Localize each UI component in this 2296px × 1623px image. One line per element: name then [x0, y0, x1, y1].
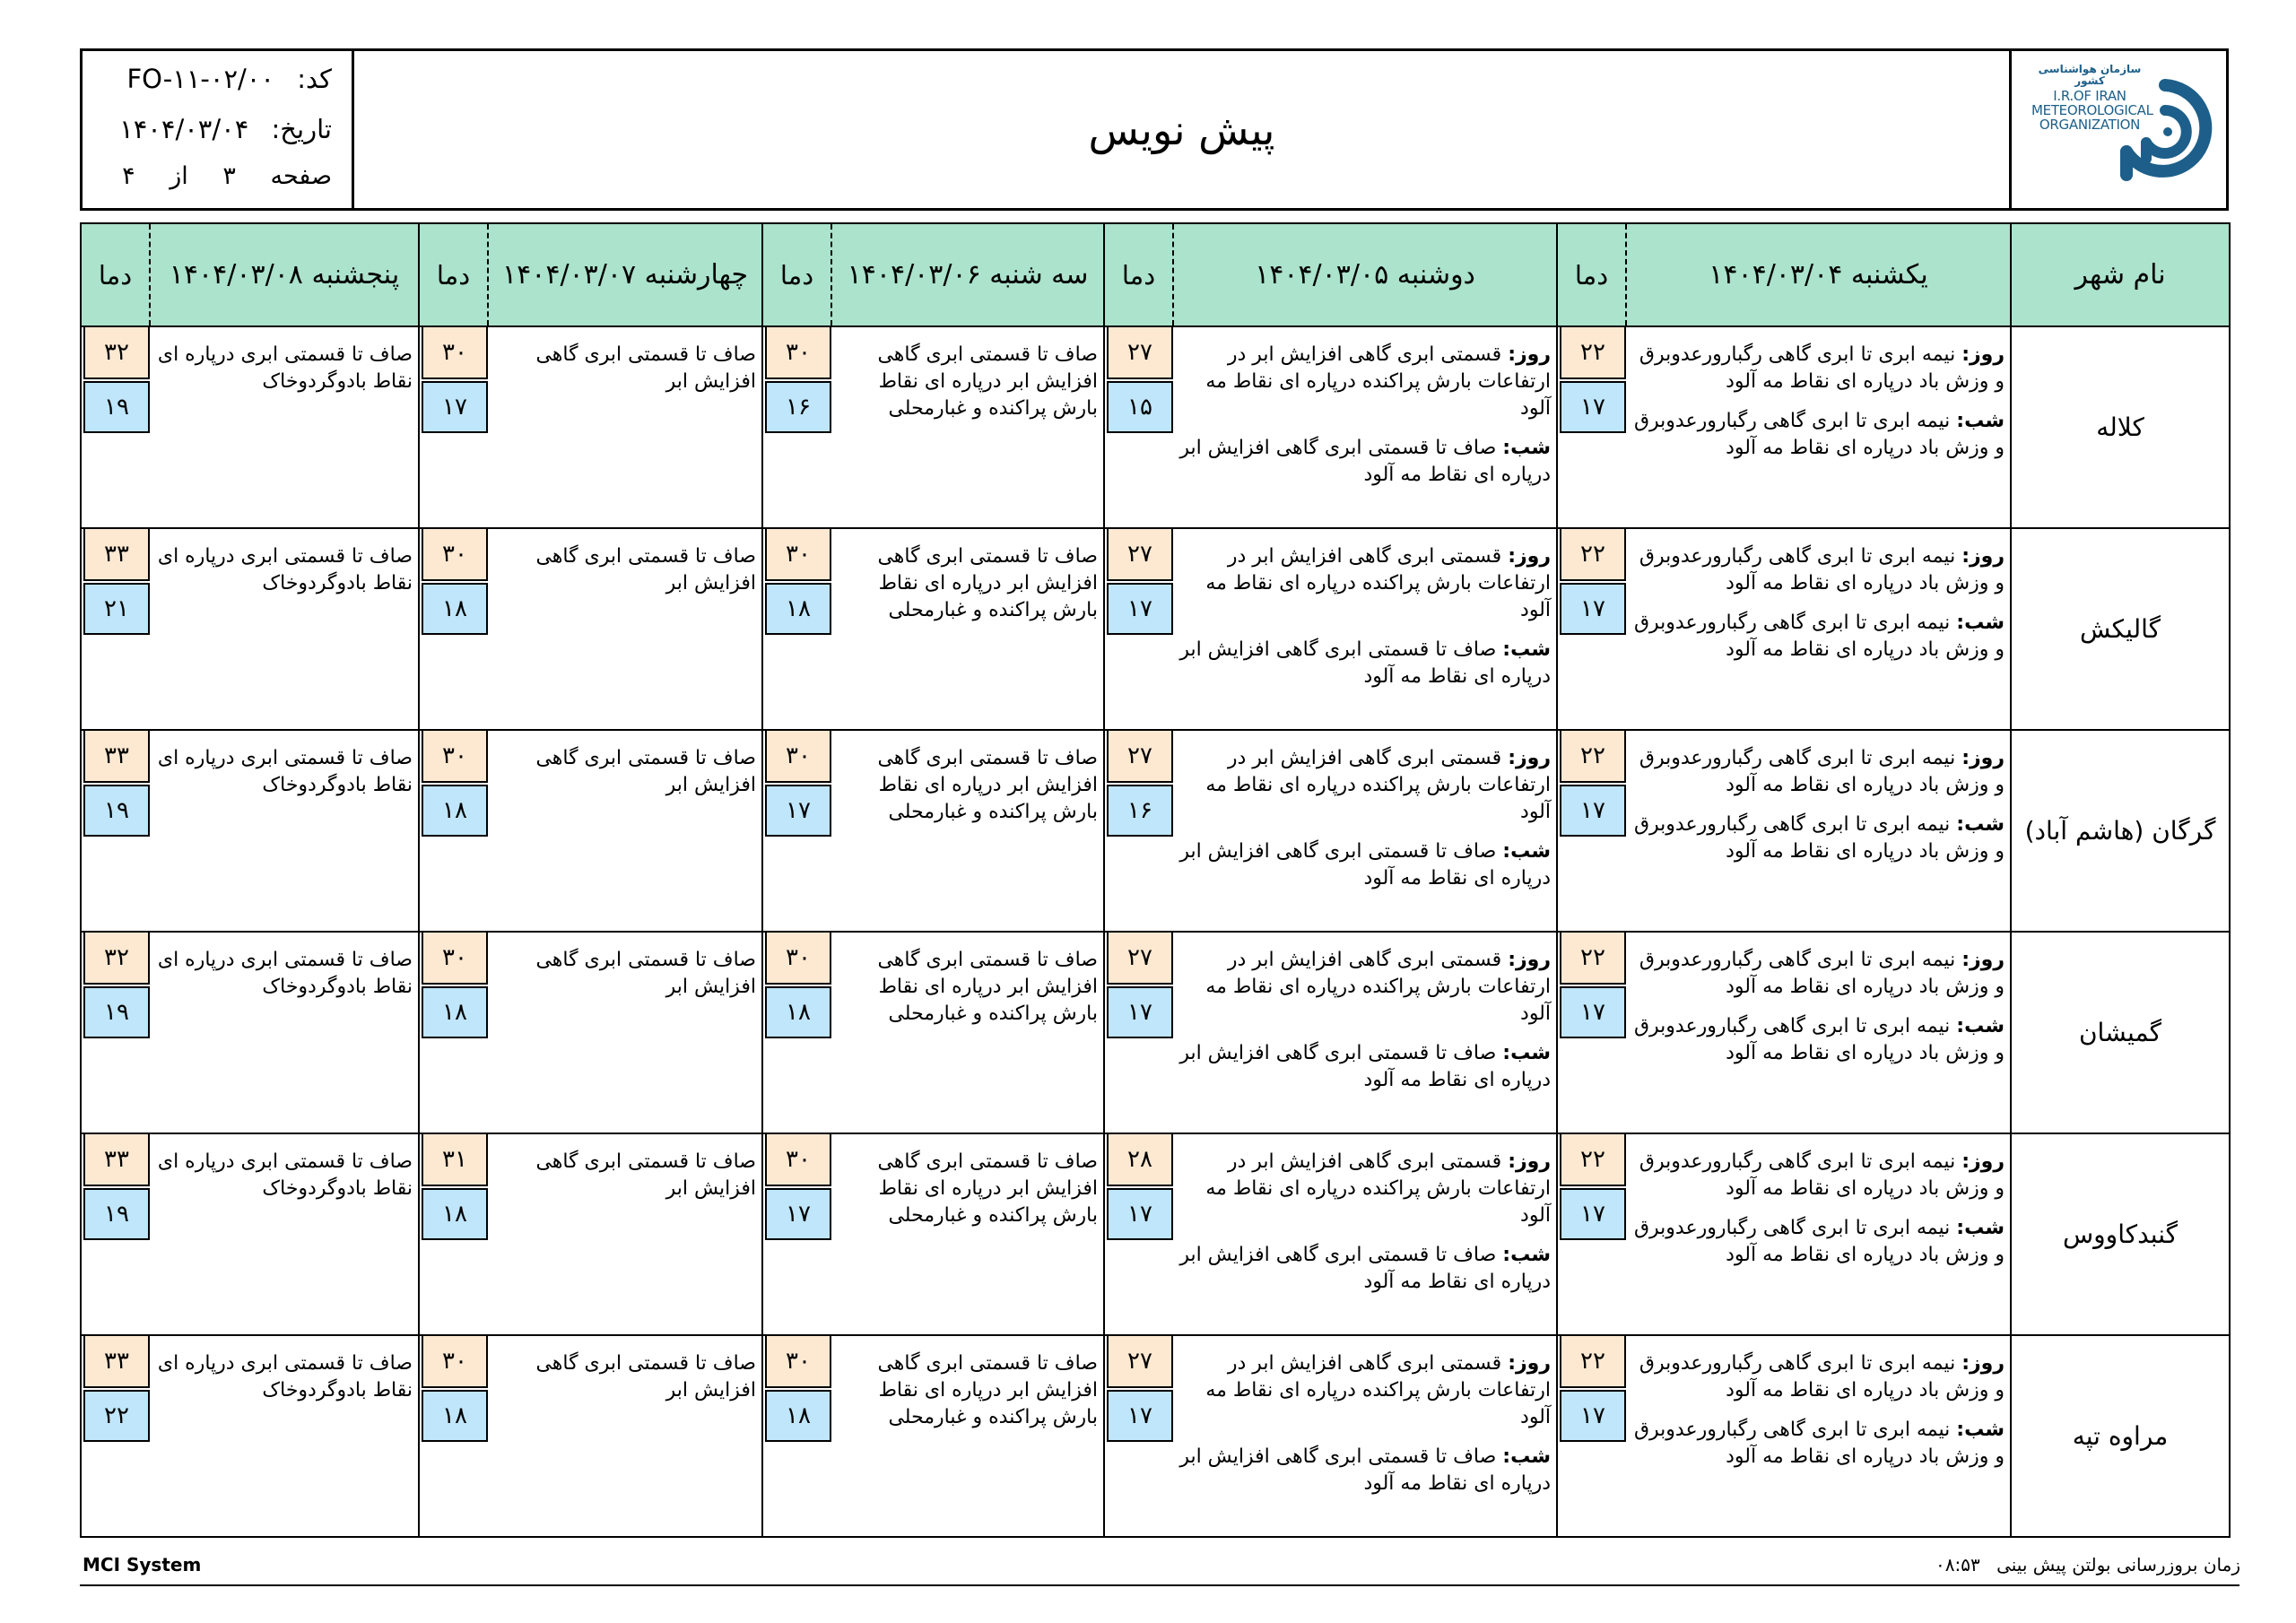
day-forecast — [1178, 1350, 1551, 1431]
temperature-cell — [762, 528, 831, 730]
day-prefix: روز: — [1508, 747, 1551, 769]
night-forecast — [1631, 1417, 2005, 1471]
forecast-description — [1626, 1335, 2011, 1537]
city-name: گالیکش — [2011, 528, 2230, 730]
max-temperature: ۲۷ — [1107, 529, 1173, 581]
forecast-text: صاف تا قسمتی ابری گاهی افزایش ابر — [535, 747, 756, 796]
night-text: نیمه ابری تا ابری گاهی رگبارورعدوبرق و وزش باد درپاره ای نقاط مه آلود — [1633, 1217, 2005, 1266]
day-forecast — [1631, 342, 2005, 395]
forecast-text: صاف تا قسمتی ابری گاهی افزایش ابر درپاره ای نقاط بارش پراکنده و غبارمحلی — [877, 949, 1098, 1025]
forecast-description — [488, 730, 762, 932]
date-label: تاریخ: — [271, 114, 332, 144]
day-column-header: چهارشنبه ۱۴۰۴/۰۳/۰۷ — [488, 223, 762, 326]
day-forecast — [1178, 1149, 1551, 1229]
min-temperature: ۱۶ — [1107, 785, 1173, 837]
max-temperature: ۲۷ — [1107, 327, 1173, 379]
forecast-description — [150, 528, 419, 730]
temperature-cell — [762, 1133, 831, 1335]
night-forecast — [1631, 610, 2005, 664]
temperature-cell — [1104, 326, 1173, 528]
temperature-cell — [419, 1133, 488, 1335]
day-forecast — [1178, 745, 1551, 826]
min-temperature: ۱۸ — [765, 986, 831, 1038]
day-text: قسمتی ابری گاهی افزایش ابر در ارتفاعات بارش پراکنده درپاره ای نقاط مه آلود — [1205, 545, 1551, 621]
table-row — [81, 1133, 2230, 1335]
min-temperature: ۱۸ — [765, 583, 831, 635]
day-forecast — [1631, 947, 2005, 1001]
min-temperature: ۱۷ — [1107, 1390, 1173, 1442]
code-value: FO-۱۱-۰۲/۰۰ — [126, 64, 274, 94]
forecast-description — [488, 1335, 762, 1537]
forecast-text: صاف تا قسمتی ابری گاهی افزایش ابر درپاره ای نقاط بارش پراکنده و غبارمحلی — [877, 747, 1098, 823]
page-row — [122, 162, 332, 190]
night-forecast — [1178, 637, 1551, 690]
day-text: نیمه ابری تا ابری گاهی رگبارورعدوبرق و وزش باد درپاره ای نقاط مه آلود — [1639, 949, 2005, 998]
temperature-cell — [81, 932, 150, 1133]
temperature-cell — [419, 932, 488, 1133]
day-prefix: روز: — [1508, 545, 1551, 568]
forecast-description — [1626, 1133, 2011, 1335]
page-of: از — [170, 162, 188, 190]
min-temperature: ۱۵ — [1107, 381, 1173, 433]
max-temperature: ۳۰ — [765, 1134, 831, 1186]
forecast-text: صاف تا قسمتی ابری گاهی افزایش ابر درپاره ای نقاط بارش پراکنده و غبارمحلی — [877, 545, 1098, 621]
night-text: نیمه ابری تا ابری گاهی رگبارورعدوبرق و وزش باد درپاره ای نقاط مه آلود — [1633, 1015, 2005, 1064]
forecast-description — [1626, 730, 2011, 932]
temperature-cell — [762, 932, 831, 1133]
code-row — [126, 64, 332, 94]
max-temperature: ۳۰ — [422, 933, 488, 985]
max-temperature: ۳۳ — [83, 1134, 150, 1186]
forecast-text: صاف تا قسمتی ابری درپاره ای نقاط بادوگردوخاک — [157, 1150, 413, 1200]
min-temperature: ۱۹ — [83, 785, 150, 837]
forecast-description — [1626, 326, 2011, 528]
forecast-description — [1173, 326, 1557, 528]
forecast-description — [488, 932, 762, 1133]
day-prefix: روز: — [1961, 343, 2005, 366]
day-prefix: روز: — [1961, 747, 2005, 769]
min-temperature: ۱۷ — [1560, 1390, 1626, 1442]
day-text: قسمتی ابری گاهی افزایش ابر در ارتفاعات بارش پراکنده درپاره ای نقاط مه آلود — [1205, 343, 1551, 420]
code-label: کد: — [297, 64, 332, 94]
day-prefix: روز: — [1961, 1352, 2005, 1375]
max-temperature: ۲۲ — [1560, 327, 1626, 379]
day-text: نیمه ابری تا ابری گاهی رگبارورعدوبرق و وزش باد درپاره ای نقاط مه آلود — [1639, 343, 2005, 393]
night-prefix: شب: — [1956, 813, 2005, 836]
night-forecast — [1631, 1013, 2005, 1067]
forecast-description — [150, 1133, 419, 1335]
max-temperature: ۲۲ — [1560, 731, 1626, 783]
night-prefix: شب: — [1502, 1244, 1551, 1266]
temp-column-header: دما — [762, 223, 831, 326]
logo-text-fa: سازمان هواشناسی کشور — [2038, 63, 2142, 87]
forecast-text: صاف تا قسمتی ابری گاهی افزایش ابر درپاره ای نقاط بارش پراکنده و غبارمحلی — [877, 1352, 1098, 1428]
table-row — [81, 932, 2230, 1133]
update-time-info — [1935, 1554, 2240, 1575]
night-forecast — [1178, 1444, 1551, 1497]
night-text: نیمه ابری تا ابری گاهی رگبارورعدوبرق و وزش باد درپاره ای نقاط مه آلود — [1633, 813, 2005, 863]
night-text: صاف تا قسمتی ابری گاهی افزایش ابر درپاره ای نقاط مه آلود — [1179, 1244, 1551, 1293]
max-temperature: ۳۰ — [422, 327, 488, 379]
day-prefix: روز: — [1508, 1352, 1551, 1375]
temperature-cell — [762, 326, 831, 528]
night-text: صاف تا قسمتی ابری گاهی افزایش ابر درپاره ای نقاط مه آلود — [1179, 840, 1551, 890]
temperature-cell — [1104, 730, 1173, 932]
forecast-description — [150, 1335, 419, 1537]
date-value: ۱۴۰۴/۰۳/۰۴ — [119, 114, 249, 144]
night-text: نیمه ابری تا ابری گاهی رگبارورعدوبرق و وزش باد درپاره ای نقاط مه آلود — [1633, 410, 2005, 459]
max-temperature: ۲۸ — [1107, 1134, 1173, 1186]
max-temperature: ۲۲ — [1560, 529, 1626, 581]
day-text: نیمه ابری تا ابری گاهی رگبارورعدوبرق و وزش باد درپاره ای نقاط مه آلود — [1639, 545, 2005, 595]
night-prefix: شب: — [1956, 1419, 2005, 1441]
forecast-table-body — [81, 326, 2230, 1537]
min-temperature: ۱۸ — [765, 1390, 831, 1442]
day-prefix: روز: — [1508, 1150, 1551, 1173]
max-temperature: ۳۰ — [422, 731, 488, 783]
min-temperature: ۱۸ — [422, 583, 488, 635]
temperature-cell — [81, 1133, 150, 1335]
night-prefix: شب: — [1956, 1217, 2005, 1239]
forecast-text: صاف تا قسمتی ابری درپاره ای نقاط بادوگردوخاک — [157, 949, 413, 998]
min-temperature: ۱۷ — [1560, 1188, 1626, 1240]
forecast-description — [831, 730, 1104, 932]
max-temperature: ۳۰ — [765, 933, 831, 985]
city-name: مراوه تپه — [2011, 1335, 2230, 1537]
city-name: گرگان (هاشم آباد) — [2011, 730, 2230, 932]
max-temperature: ۳۱ — [422, 1134, 488, 1186]
forecast-table — [80, 222, 2231, 1538]
max-temperature: ۳۲ — [83, 933, 150, 985]
night-prefix: شب: — [1502, 1042, 1551, 1064]
page-label: صفحه — [270, 162, 332, 190]
min-temperature: ۱۹ — [83, 1188, 150, 1240]
min-temperature: ۱۶ — [765, 381, 831, 433]
night-forecast — [1178, 435, 1551, 489]
forecast-description — [1173, 1335, 1557, 1537]
city-column-header: نام شهر — [2011, 223, 2230, 326]
day-forecast — [1178, 947, 1551, 1028]
day-prefix: روز: — [1508, 949, 1551, 971]
forecast-text: صاف تا قسمتی ابری درپاره ای نقاط بادوگردوخاک — [157, 343, 413, 393]
day-forecast — [1631, 1149, 2005, 1202]
night-forecast — [1631, 408, 2005, 462]
temperature-cell — [1104, 1133, 1173, 1335]
min-temperature: ۱۸ — [422, 785, 488, 837]
temperature-cell — [762, 1335, 831, 1537]
min-temperature: ۱۷ — [1560, 986, 1626, 1038]
min-temperature: ۱۷ — [422, 381, 488, 433]
min-temperature: ۱۹ — [83, 986, 150, 1038]
min-temperature: ۱۸ — [422, 1390, 488, 1442]
temperature-cell — [1104, 1335, 1173, 1537]
meteorological-organization-logo-icon — [2114, 65, 2217, 200]
forecast-text: صاف تا قسمتی ابری درپاره ای نقاط بادوگردوخاک — [157, 545, 413, 595]
forecast-text: صاف تا قسمتی ابری درپاره ای نقاط بادوگردوخاک — [157, 1352, 413, 1402]
min-temperature: ۱۷ — [1107, 583, 1173, 635]
night-prefix: شب: — [1502, 638, 1551, 661]
max-temperature: ۲۲ — [1560, 1336, 1626, 1388]
page-title: پیش نویس — [1088, 105, 1275, 154]
table-row — [81, 326, 2230, 528]
night-forecast — [1631, 1215, 2005, 1269]
max-temperature: ۳۲ — [83, 327, 150, 379]
min-temperature: ۱۸ — [422, 1188, 488, 1240]
forecast-text: صاف تا قسمتی ابری گاهی افزایش ابر درپاره ای نقاط بارش پراکنده و غبارمحلی — [877, 1150, 1098, 1227]
max-temperature: ۳۰ — [765, 529, 831, 581]
max-temperature: ۳۰ — [422, 1336, 488, 1388]
forecast-description — [1173, 528, 1557, 730]
day-text: قسمتی ابری گاهی افزایش ابر در ارتفاعات بارش پراکنده درپاره ای نقاط مه آلود — [1205, 1352, 1551, 1428]
forecast-text: صاف تا قسمتی ابری گاهی افزایش ابر درپاره ای نقاط بارش پراکنده و غبارمحلی — [877, 343, 1098, 420]
forecast-description — [831, 932, 1104, 1133]
temperature-cell — [81, 326, 150, 528]
day-forecast — [1178, 543, 1551, 624]
temperature-cell — [1557, 730, 1626, 932]
table-header-row — [81, 223, 2230, 326]
temp-column-header: دما — [1104, 223, 1173, 326]
max-temperature: ۳۰ — [765, 327, 831, 379]
max-temperature: ۳۳ — [83, 529, 150, 581]
forecast-text: صاف تا قسمتی ابری گاهی افزایش ابر — [535, 1352, 756, 1402]
city-name: گمیشان — [2011, 932, 2230, 1133]
max-temperature: ۲۷ — [1107, 933, 1173, 985]
night-forecast — [1178, 1242, 1551, 1296]
logo-text-en-1: I.R.OF IRAN — [2053, 88, 2126, 105]
forecast-description — [150, 932, 419, 1133]
night-text: صاف تا قسمتی ابری گاهی افزایش ابر درپاره ای نقاط مه آلود — [1179, 1445, 1551, 1495]
forecast-description — [831, 528, 1104, 730]
day-text: نیمه ابری تا ابری گاهی رگبارورعدوبرق و وزش باد درپاره ای نقاط مه آلود — [1639, 1352, 2005, 1402]
temperature-cell — [81, 730, 150, 932]
day-column-header: یکشنبه ۱۴۰۴/۰۳/۰۴ — [1626, 223, 2011, 326]
date-row — [119, 114, 332, 144]
min-temperature: ۱۷ — [1107, 986, 1173, 1038]
temperature-cell — [1104, 932, 1173, 1133]
min-temperature: ۱۷ — [765, 1188, 831, 1240]
temperature-cell — [1557, 1335, 1626, 1537]
night-text: صاف تا قسمتی ابری گاهی افزایش ابر درپاره ای نقاط مه آلود — [1179, 1042, 1551, 1091]
forecast-text: صاف تا قسمتی ابری گاهی افزایش ابر — [535, 1150, 756, 1200]
max-temperature: ۳۳ — [83, 731, 150, 783]
night-prefix: شب: — [1502, 1445, 1551, 1468]
day-column-header: پنجشنبه ۱۴۰۴/۰۳/۰۸ — [150, 223, 419, 326]
day-forecast — [1631, 543, 2005, 597]
day-prefix: روز: — [1961, 545, 2005, 568]
forecast-description — [150, 326, 419, 528]
night-forecast — [1178, 838, 1551, 892]
night-prefix: شب: — [1956, 612, 2005, 634]
table-row — [81, 528, 2230, 730]
table-row — [81, 1335, 2230, 1537]
day-text: قسمتی ابری گاهی افزایش ابر در ارتفاعات بارش پراکنده درپاره ای نقاط مه آلود — [1205, 1150, 1551, 1227]
day-text: نیمه ابری تا ابری گاهی رگبارورعدوبرق و وزش باد درپاره ای نقاط مه آلود — [1639, 747, 2005, 796]
max-temperature: ۳۰ — [765, 1336, 831, 1388]
night-text: صاف تا قسمتی ابری گاهی افزایش ابر درپاره ای نقاط مه آلود — [1179, 437, 1551, 486]
day-prefix: روز: — [1961, 1150, 2005, 1173]
forecast-text: صاف تا قسمتی ابری گاهی افزایش ابر — [535, 343, 756, 393]
forecast-description — [150, 730, 419, 932]
bulletin-header — [80, 48, 2229, 211]
temperature-cell — [419, 1335, 488, 1537]
temperature-cell — [81, 1335, 150, 1537]
day-text: نیمه ابری تا ابری گاهی رگبارورعدوبرق و وزش باد درپاره ای نقاط مه آلود — [1639, 1150, 2005, 1200]
temp-column-header: دما — [81, 223, 150, 326]
day-text: قسمتی ابری گاهی افزایش ابر در ارتفاعات بارش پراکنده درپاره ای نقاط مه آلود — [1205, 747, 1551, 823]
update-label: زمان بروزرسانی بولتن پیش بینی — [1996, 1554, 2240, 1575]
forecast-description — [1626, 528, 2011, 730]
night-prefix: شب: — [1502, 437, 1551, 459]
max-temperature: ۳۰ — [765, 731, 831, 783]
city-name: گنبدکاووس — [2011, 1133, 2230, 1335]
temperature-cell — [1557, 1133, 1626, 1335]
document-meta — [83, 51, 354, 208]
day-forecast — [1631, 745, 2005, 799]
min-temperature: ۲۱ — [83, 583, 150, 635]
forecast-description — [1173, 730, 1557, 932]
temp-column-header: دما — [1557, 223, 1626, 326]
forecast-description — [488, 1133, 762, 1335]
max-temperature: ۲۲ — [1560, 933, 1626, 985]
temperature-cell — [419, 730, 488, 932]
temperature-cell — [1557, 528, 1626, 730]
max-temperature: ۳۰ — [422, 529, 488, 581]
min-temperature: ۱۷ — [1560, 583, 1626, 635]
forecast-text: صاف تا قسمتی ابری درپاره ای نقاط بادوگردوخاک — [157, 747, 413, 796]
temperature-cell — [1557, 326, 1626, 528]
page-current: ۳ — [222, 162, 236, 190]
forecast-text: صاف تا قسمتی ابری گاهی افزایش ابر — [535, 949, 756, 998]
min-temperature: ۱۷ — [1560, 785, 1626, 837]
day-prefix: روز: — [1961, 949, 2005, 971]
day-text: قسمتی ابری گاهی افزایش ابر در ارتفاعات بارش پراکنده درپاره ای نقاط مه آلود — [1205, 949, 1551, 1025]
max-temperature: ۳۳ — [83, 1336, 150, 1388]
day-column-header: سه شنبه ۱۴۰۴/۰۳/۰۶ — [831, 223, 1104, 326]
temperature-cell — [1104, 528, 1173, 730]
max-temperature: ۲۷ — [1107, 1336, 1173, 1388]
temp-column-header: دما — [419, 223, 488, 326]
min-temperature: ۱۸ — [422, 986, 488, 1038]
forecast-text: صاف تا قسمتی ابری گاهی افزایش ابر — [535, 545, 756, 595]
forecast-description — [831, 326, 1104, 528]
night-forecast — [1178, 1040, 1551, 1094]
forecast-description — [1173, 1133, 1557, 1335]
night-forecast — [1631, 812, 2005, 865]
max-temperature: ۲۷ — [1107, 731, 1173, 783]
forecast-description — [488, 528, 762, 730]
night-text: صاف تا قسمتی ابری گاهی افزایش ابر درپاره ای نقاط مه آلود — [1179, 638, 1551, 688]
night-prefix: شب: — [1502, 840, 1551, 863]
night-prefix: شب: — [1956, 1015, 2005, 1037]
min-temperature: ۱۷ — [1560, 381, 1626, 433]
logo-cell — [2009, 51, 2226, 208]
day-forecast — [1178, 342, 1551, 422]
logo-text-en-2: METEOROLOGICAL — [2031, 101, 2153, 118]
table-row — [81, 730, 2230, 932]
update-time: ۰۸:۵۳ — [1935, 1554, 1980, 1575]
night-text: نیمه ابری تا ابری گاهی رگبارورعدوبرق و وزش باد درپاره ای نقاط مه آلود — [1633, 1419, 2005, 1468]
day-prefix: روز: — [1508, 343, 1551, 366]
page-total: ۴ — [122, 162, 135, 190]
forecast-description — [831, 1133, 1104, 1335]
forecast-description — [488, 326, 762, 528]
footer-divider — [80, 1584, 2239, 1586]
night-prefix: شب: — [1956, 410, 2005, 432]
temperature-cell — [419, 326, 488, 528]
min-temperature: ۱۷ — [1107, 1188, 1173, 1240]
max-temperature: ۲۲ — [1560, 1134, 1626, 1186]
day-forecast — [1631, 1350, 2005, 1404]
temperature-cell — [81, 528, 150, 730]
forecast-description — [1626, 932, 2011, 1133]
min-temperature: ۱۹ — [83, 381, 150, 433]
temperature-cell — [1557, 932, 1626, 1133]
system-name: MCI System — [83, 1554, 202, 1575]
day-column-header: دوشنبه ۱۴۰۴/۰۳/۰۵ — [1173, 223, 1557, 326]
temperature-cell — [762, 730, 831, 932]
city-name: کلاله — [2011, 326, 2230, 528]
temperature-cell — [419, 528, 488, 730]
min-temperature: ۲۲ — [83, 1390, 150, 1442]
forecast-description — [831, 1335, 1104, 1537]
forecast-description — [1173, 932, 1557, 1133]
logo-text-en-3: ORGANIZATION — [2039, 116, 2141, 133]
min-temperature: ۱۷ — [765, 785, 831, 837]
night-text: نیمه ابری تا ابری گاهی رگبارورعدوبرق و وزش باد درپاره ای نقاط مه آلود — [1633, 612, 2005, 661]
